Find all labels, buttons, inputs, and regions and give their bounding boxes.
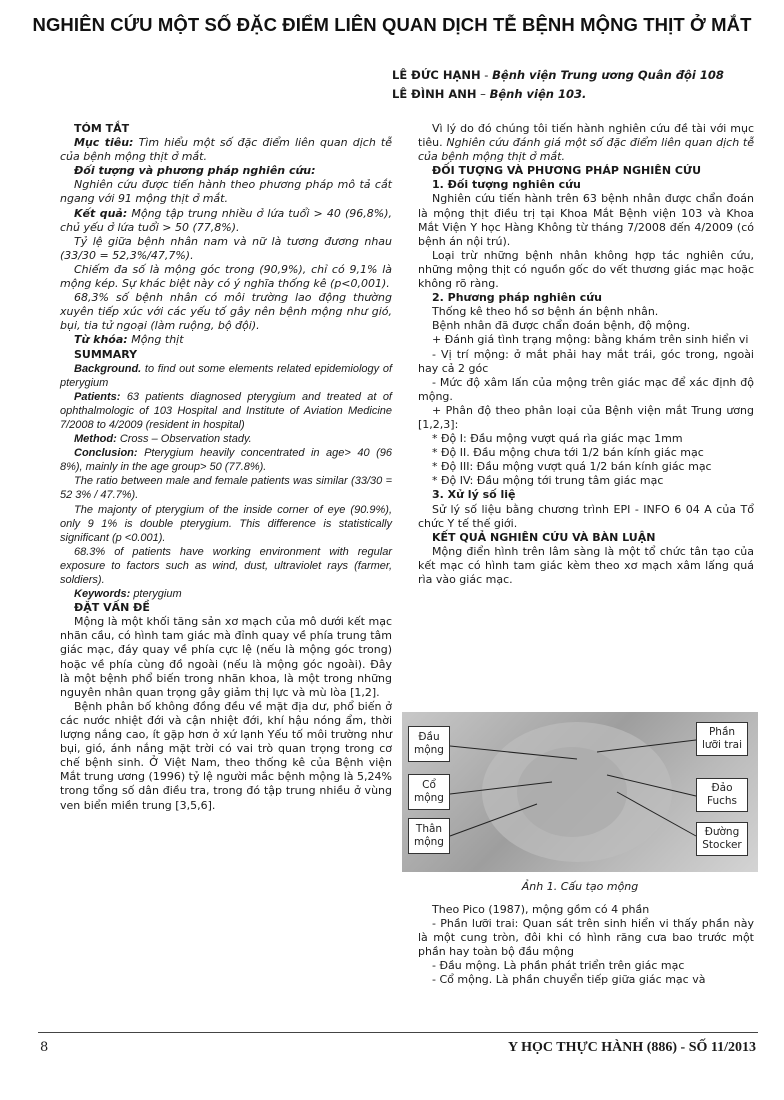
results-heading: KẾT QUẢ NGHIÊN CỨU VÀ BÀN LUẬN bbox=[432, 530, 656, 544]
keywords-vi-label: Từ khóa: bbox=[74, 333, 128, 347]
methods-line-4: - Vị trí mộng: ở mắt phải hay mắt trái, góc trong, ngoài hay cả 2 góc bbox=[418, 347, 754, 375]
keywords-en bbox=[60, 587, 392, 601]
patients-label: Patients: bbox=[74, 390, 121, 403]
pico-paragraph-3: - Đầu mộng. Là phần phát triển trên giác mạc bbox=[432, 959, 685, 973]
background-label: Background. bbox=[74, 362, 142, 375]
majority-paragraph: The majonty of pterygium of the inside corner of eye (90.9%), only 9 1% is double pterygium. This difference is statistically significant (p <0.001). bbox=[60, 503, 392, 544]
objective-label: Mục tiêu: bbox=[74, 136, 134, 150]
label-dau-mong: Đầu mộng bbox=[408, 726, 450, 762]
label-than-mong: Thân mộng bbox=[408, 818, 450, 854]
methods-subheading: 2. Phương pháp nghiên cứu bbox=[432, 291, 602, 305]
methods-line-6: + Phân độ theo phân loại của Bệnh viện mắt Trung ương [1,2,3]: bbox=[418, 403, 754, 431]
pterygium-figure bbox=[402, 712, 758, 872]
background-text: to find out some elements related epidemiology of pterygium bbox=[60, 362, 392, 389]
author-affiliation-1: Bệnh viện Trung ương Quân đội 108 bbox=[492, 68, 724, 82]
author-block bbox=[392, 66, 782, 104]
results-text: Mộng tập trung nhiều ở lứa tuổi > 40 (96,8%), chủ yếu ở lứa tuổi > 50 (77,8%). bbox=[60, 206, 392, 234]
env-paragraph: 68.3% of patients have working environment with regular exposure to factors such as wind, dust, ultraviolet rays (farmer, soldiers). bbox=[60, 545, 392, 586]
abstract-heading: TÓM TẮT bbox=[74, 122, 130, 135]
subjects-paragraph-2: Loại trừ những bệnh nhân không hợp tác nghiên cứu, những mộng thịt có nguồn gốc do vết thương giác mạc hoặc không rõ ràng. bbox=[418, 248, 754, 291]
conclusion-paragraph bbox=[60, 446, 392, 474]
author-affiliation-2: Bệnh viện 103. bbox=[489, 87, 587, 101]
method-label: Method: bbox=[74, 433, 117, 446]
pico-paragraph-4: - Cổ mộng. Là phần chuyển tiếp giữa giác mạc và bbox=[432, 973, 706, 987]
patients-paragraph bbox=[60, 390, 392, 432]
author-name-1: LÊ ĐỨC HẠNH bbox=[392, 68, 481, 82]
keywords-vi-text: Mộng thịt bbox=[131, 333, 184, 347]
pterygium-shape bbox=[517, 747, 627, 837]
results-label: Kết quả: bbox=[74, 206, 128, 220]
pico-paragraph-1: Theo Pico (1987), mộng gồm có 4 phần bbox=[432, 903, 650, 916]
aim-text: Nghiên cứu đánh giá một số đặc điểm liên quan dịch tễ của bệnh mộng thịt ở mắt. bbox=[418, 136, 754, 164]
background-paragraph bbox=[60, 362, 392, 390]
intro-heading: ĐẶT VẤN ĐỀ bbox=[74, 601, 150, 615]
aim-intro: Vì lý do đó chúng tôi tiến hành nghiên cứu đề tài với mục tiêu. bbox=[418, 122, 754, 150]
intro-paragraph-2: Bệnh phân bố không đồng đều về mặt địa dư, phổ biến ở các nước nhiệt đới và cận nhiệt đới, khí hậu nóng ẩm, thời lượng nắng cao, ít gặp hơn ở xứ lạnh Yếu tố môi trường như bụi, gió, ánh nắng mặt trời có vai trò quan trọng trong cơ chế bệnh sinh. Ở Việt Nam, theo thống kê của Bệnh viện Mắt trung ương (1996) tỷ lệ người mắc bệnh mộng là 5,24% trong tổng số dân điều tra, trong đó tập trung nhiều ở vùng ven biển miền trung [3,5,6]. bbox=[60, 699, 392, 812]
label-phan-luoi-trai: Phần lưỡi trai bbox=[696, 722, 748, 756]
journal-footer: Y HỌC THỰC HÀNH (886) - SỐ 11/2013 bbox=[508, 1040, 756, 1055]
subjects-text: Nghiên cứu được tiến hành theo phương pháp mô tả cắt ngang với 91 mộng thịt ở mắt. bbox=[60, 178, 392, 206]
grade-1: * Độ I: Đầu mộng vượt quá rìa giác mạc 1mm bbox=[432, 432, 683, 446]
keywords-vi bbox=[60, 333, 392, 347]
author-line-2: LÊ ĐÌNH ANH – Bệnh viện 103. bbox=[392, 87, 587, 101]
data-processing-text: Sử lý số liệu bằng chương trình EPI - INFO 6 04 A của Tổ chức Y tế thế giới. bbox=[418, 502, 754, 530]
right-column-continued bbox=[418, 903, 754, 988]
footer-rule bbox=[38, 1032, 758, 1033]
summary-heading: SUMMARY bbox=[74, 347, 138, 361]
keywords-en-text: pterygium bbox=[133, 588, 182, 601]
label-co-mong: Cổ mộng bbox=[408, 774, 450, 810]
right-column bbox=[418, 122, 754, 587]
conclusion-text: Pterygium heavily concentrated in age> 40 (96 8%), mainly in the age group> 50 (77.8%). bbox=[60, 447, 392, 474]
label-dao-fuchs: Đảo Fuchs bbox=[696, 778, 748, 812]
aim-paragraph bbox=[418, 122, 754, 164]
methods-line-3: + Đánh giá tình trạng mộng: bằng khám trên sinh hiển vi bbox=[432, 333, 749, 347]
label-duong-stocker: Đường Stocker bbox=[696, 822, 748, 856]
paper-title: NGHIÊN CỨU MỘT SỐ ĐẶC ĐIỂM LIÊN QUAN DỊCH TỄ BỆNH MỘNG THỊT Ở MẮT bbox=[32, 14, 752, 35]
results-summary bbox=[60, 207, 392, 235]
data-processing-subheading: 3. Xử lý số liệ bbox=[432, 488, 516, 502]
sex-ratio-text: Tỷ lệ giữa bệnh nhân nam và nữ là tương đương nhau (33/30 = 52,3%/47,7%). bbox=[60, 234, 392, 262]
author-line-1: LÊ ĐỨC HẠNH - Bệnh viện Trung ương Quân đội 108 bbox=[392, 68, 724, 82]
results-paragraph-1: Mộng điển hình trên lâm sàng là một tổ chức tân tạo của kết mạc có hình tam giác kèm theo xơ mạch xâm lấng quá rìa vào giác mạc. bbox=[418, 544, 754, 586]
patients-text: 63 patients diagnosed pterygium and treated at of ophthalmologic of 103 Hospital and Institute of Aviation Medicine 7/2008 to 4/2009 (resident in hospital) bbox=[60, 390, 392, 431]
method-paragraph bbox=[60, 432, 392, 446]
methods-line-5: - Mức độ xâm lấn của mộng trên giác mạc để xác định độ mộng. bbox=[418, 375, 754, 403]
grade-4: * Độ IV: Đầu mộng tới trung tâm giác mạc bbox=[432, 474, 664, 488]
subjects-paragraph-1: Nghiên cứu tiến hành trên 63 bệnh nhân được chẩn đoán là mộng thịt điều trị tại Khoa Mắt Bệnh viện 103 và Khoa Mắt Viện Y học Hàng Không từ tháng 7/2008 đến 4/2009 (có bệnh án nội trú). bbox=[418, 192, 754, 248]
methods-line-2: Bệnh nhân đã được chẩn đoán bệnh, độ mộng. bbox=[432, 319, 691, 333]
pterygium-type-text: Chiếm đa số là mộng góc trong (90,9%), chỉ có 9,1% là mộng kép. Sự khác biệt này có ý nghĩa thống kê (p<0,001). bbox=[60, 262, 392, 291]
method-text: Cross – Observation stady. bbox=[119, 433, 252, 446]
abstract-objective bbox=[60, 136, 392, 164]
ratio-paragraph: The ratio between male and female patients was similar (33/30 = 52 3% / 47.7%). bbox=[60, 475, 392, 502]
conclusion-label: Conclusion: bbox=[74, 447, 138, 460]
objective-text: Tìm hiểu một số đặc điểm liên quan dịch tễ của bệnh mộng thịt ở mắt. bbox=[60, 136, 392, 164]
figure-caption: Ảnh 1. Cấu tạo mộng bbox=[521, 880, 639, 893]
keywords-en-label: Keywords: bbox=[74, 588, 131, 601]
author-name-2: LÊ ĐÌNH ANH bbox=[392, 87, 477, 101]
grade-2: * Độ II. Đầu mộng chưa tới 1/2 bán kính giác mạc bbox=[432, 446, 704, 460]
pico-paragraph-2: - Phần lưỡi trai: Quan sát trên sinh hiển vi thấy phần này là một cung tròn, đôi khi có hình răng cưa bao trước một phần hay toàn bộ đầu mộng bbox=[418, 917, 754, 959]
left-column bbox=[60, 122, 392, 813]
environment-text: 68,3% số bệnh nhân có môi trường lao động thường xuyên tiếp xúc với các yếu tố gây nên bệnh mộng như gió, bụi, tia tử ngoại (làm ruộng, bộ đội). bbox=[60, 291, 392, 333]
page-number: 8 bbox=[40, 1040, 49, 1055]
intro-paragraph-1: Mộng là một khối tăng sản xơ mạch của mô dưới kết mạc nhãn cầu, có hình tam giác mà đỉnh quay về phía trung tâm giác mạc, đáy quay về phía cực lệ (nếu là mộng góc trong) hoặc về phía cùng đồ ngoài (nếu là mộng góc ngoài). Đây là một bệnh phổ biến trong nhãn khoa, là một trong những nguyên nhân quan trọng gây giảm thị lực và mù lòa [1,2]. bbox=[60, 615, 392, 699]
subjects-heading: Đối tượng và phương pháp nghiên cứu: bbox=[74, 164, 316, 178]
methods-line-1: Thống kê theo hồ sơ bệnh án bệnh nhân. bbox=[432, 305, 659, 319]
grade-3: * Độ III: Đầu mộng vượt quá 1/2 bán kính giác mạc bbox=[432, 460, 712, 474]
subjects-subheading: 1. Đối tượng nghiên cứu bbox=[432, 178, 581, 192]
methods-heading: ĐỐI TƯỢNG VÀ PHƯƠNG PHÁP NGHIÊN CỨU bbox=[432, 164, 702, 178]
